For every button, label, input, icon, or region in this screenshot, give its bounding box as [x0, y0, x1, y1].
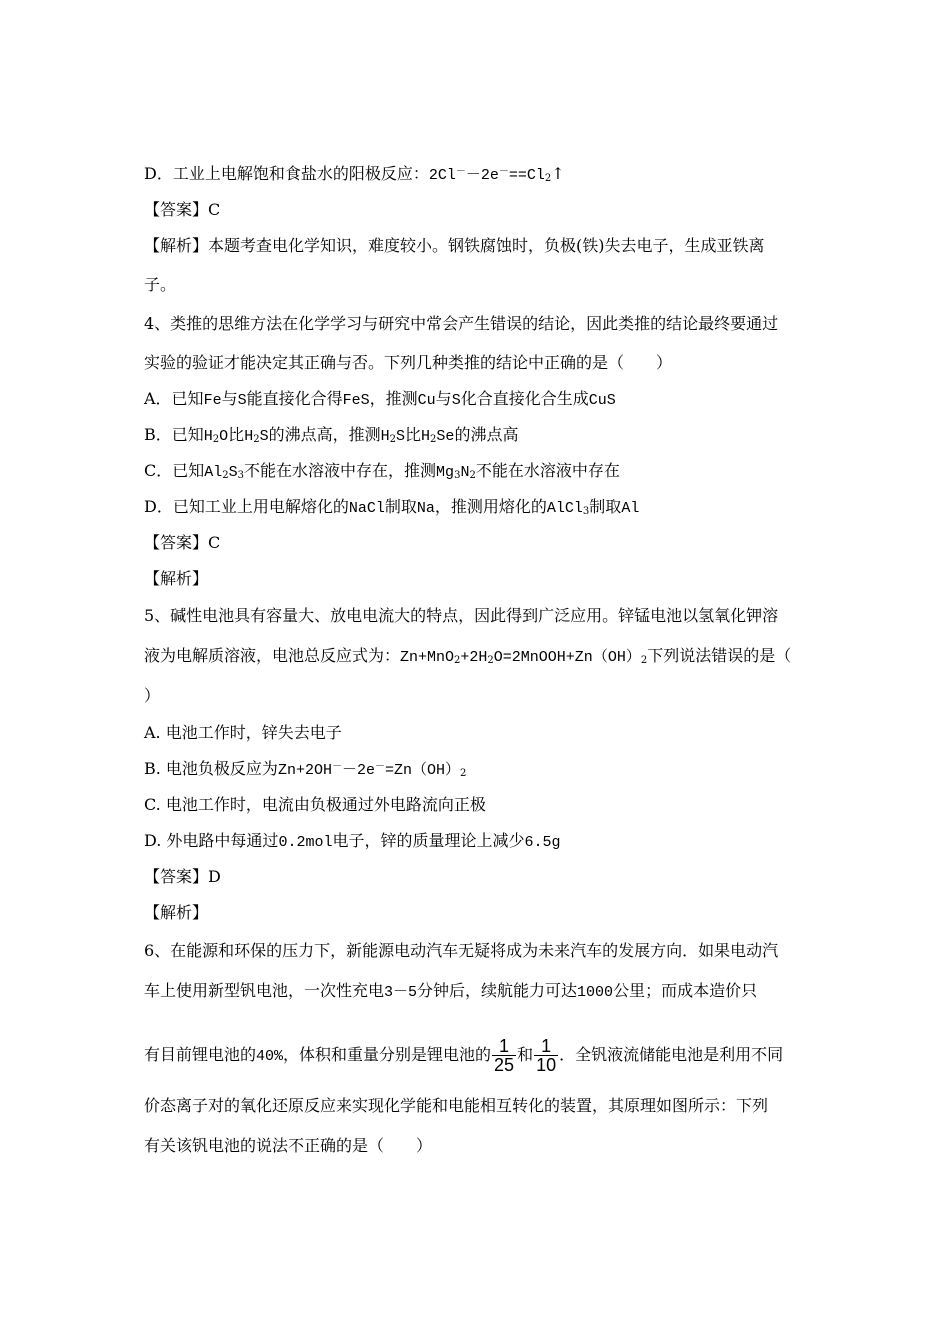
q3-option-d: D．工业上电解饱和食盐水的阳极反应：$2Cl^--2e^-==Cl_2↑$	[144, 164, 565, 184]
q5-stem-line-1: 5、碱性电池具有容量大、放电电流大的特点，因此得到广泛应用。锌锰电池以氢氧化钾溶	[144, 606, 779, 625]
q5-analysis: 【解析】	[144, 903, 209, 922]
q3-answer: 【答案】C	[144, 200, 221, 219]
q4-analysis: 【解析】	[144, 569, 209, 588]
q3-analysis-line-2: 子。	[144, 275, 177, 294]
q4-option-d: D．已知工业上用电解熔化的NaCl制取Na，推测用熔化的AlCl$_3$制取Al	[144, 497, 640, 517]
q4-stem-line-2: 实验的验证才能决定其正确与否。下列几种类推的结论中正确的是（ ）	[144, 353, 673, 372]
q5-option-a: A. 电池工作时，锌失去电子	[144, 723, 342, 742]
q4-option-a: A．已知Fe与S能直接化合得FeS，推测Cu与S化合直接化合生成CuS	[144, 389, 616, 409]
q4-option-b: B．已知$H_2O$比$H_2S$的沸点高，推测$H_2S$比$H_2Se$的沸点高	[144, 425, 519, 445]
fraction-one-twenty-fifth: $\frac{1}{25}$	[494, 1036, 515, 1075]
q5-option-d: D. 外电路中每通过0.2mol电子，锌的质量理论上减少6.5g	[144, 831, 561, 851]
q6-stem-line-4: 价态离子对的氧化还原反应来实现化学能和电能相互转化的装置，其原理如图所示：下列	[144, 1096, 769, 1115]
q6-stem-line-2: 车上使用新型钒电池，一次性充电3－5分钟后，续航能力可达1000公里；而成本造价只	[144, 981, 758, 1001]
q5-stem-line-3: ）	[144, 686, 161, 705]
q5-stem-line-2: 液为电解质溶液，电池总反应式为：$Zn+MnO_2+2H_2O=2MnOOH+Zn(OH)_2$下列说法错误的是（	[144, 646, 792, 666]
q6-stem-line-3: 有目前锂电池的40%，体积和重量分别是锂电池的 $\frac{1}{25}$ 和 $\frac{1}{10}$ ．全钒液流储能电池是利用不同	[144, 1036, 784, 1075]
q4-option-c: C．已知$Al_2S_3$不能在水溶液中存在，推测$Mg_3N_2$不能在水溶液中存在	[144, 461, 620, 481]
q5-answer: 【答案】D	[144, 867, 221, 886]
q6-stem-line-1: 6、在能源和环保的压力下，新能源电动汽车无疑将成为未来汽车的发展方向．如果电动汽	[144, 941, 779, 960]
q5-option-c: C. 电池工作时，电流由负极通过外电路流向正极	[144, 795, 486, 814]
fraction-one-tenth: $\frac{1}{10}$	[536, 1036, 557, 1075]
q4-answer: 【答案】C	[144, 533, 221, 552]
q3-analysis-line-1: 【解析】本题考查电化学知识，难度较小。钢铁腐蚀时，负极(铁)失去电子，生成亚铁离	[144, 236, 765, 255]
q6-stem-line-5: 有关该钒电池的说法不正确的是（ ）	[144, 1136, 433, 1155]
q4-stem-line-1: 4、类推的思维方法在化学学习与研究中常会产生错误的结论，因此类推的结论最终要通过	[144, 314, 779, 333]
q5-option-b: B. 电池负极反应为$Zn+2OH^--2e^-=Zn(OH)_2$	[144, 759, 467, 779]
